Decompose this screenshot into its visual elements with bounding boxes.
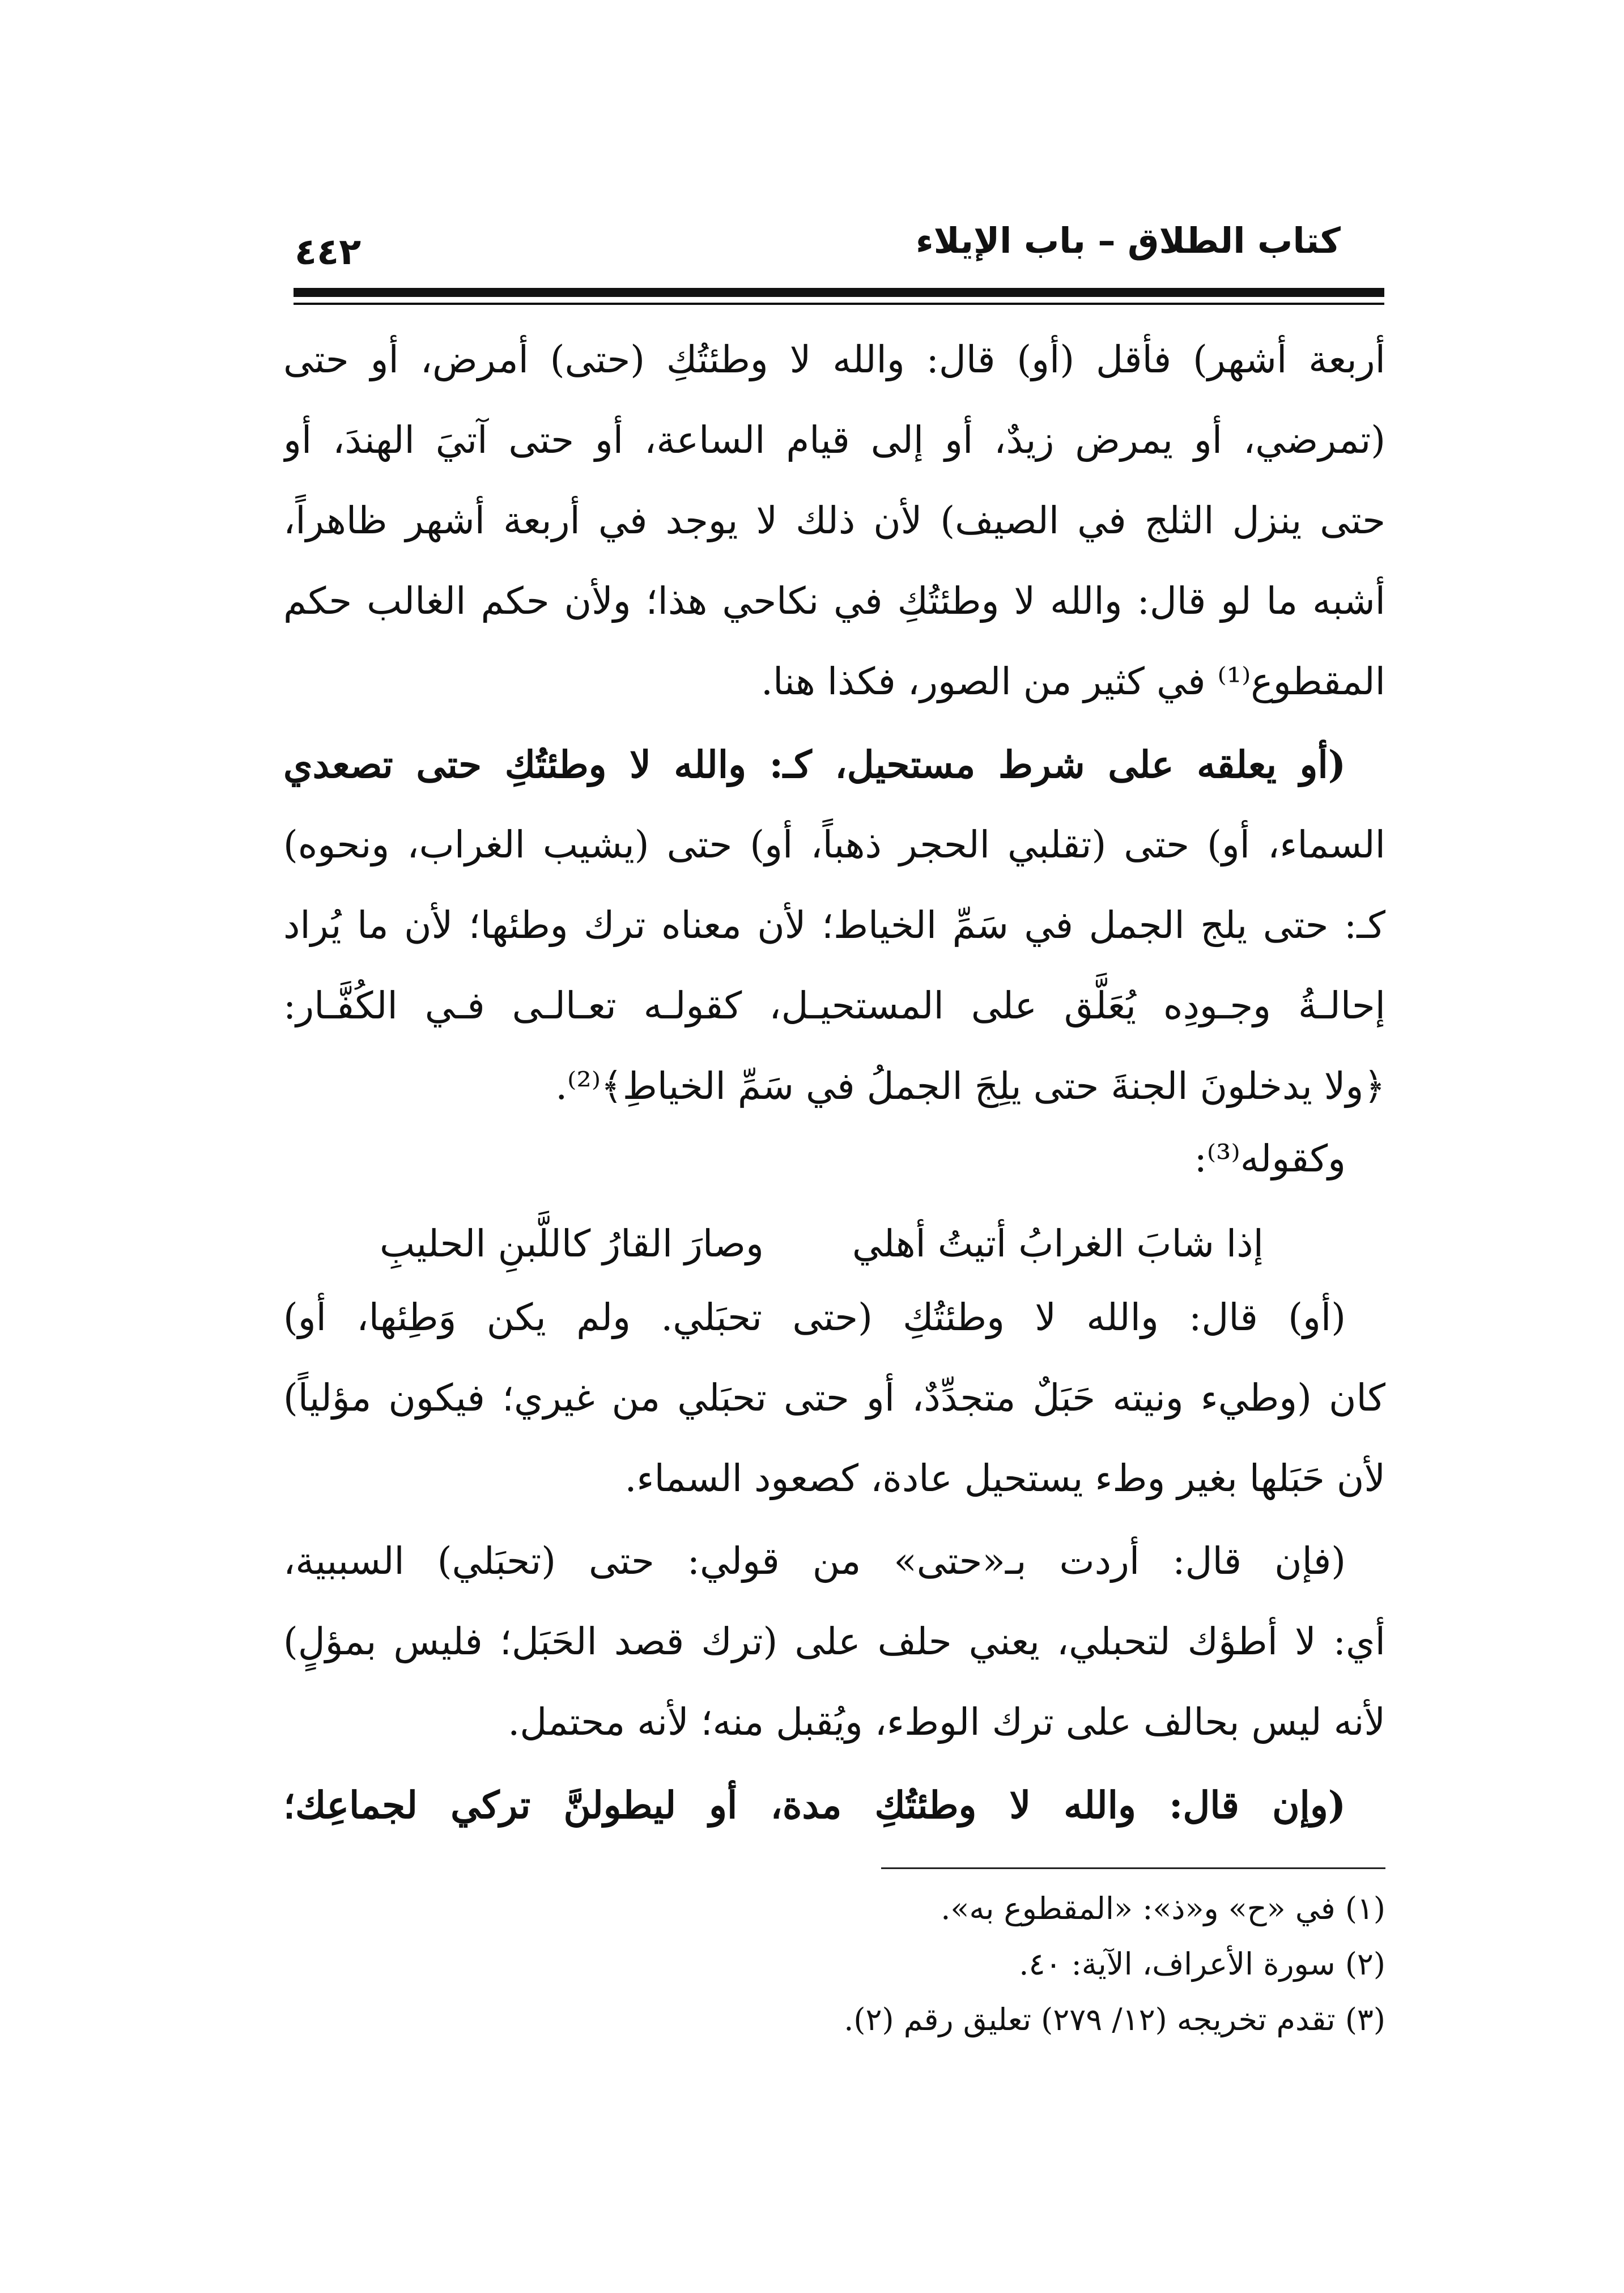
footnotes bbox=[283, 1882, 1385, 2063]
page-number: ٤٤٢ bbox=[295, 231, 362, 273]
footnote-separator bbox=[881, 1867, 1385, 1869]
body-line: لأنه ليس بحالف على ترك الوطء، ويُقبل منه؛ لأنه محتمل. bbox=[508, 1700, 1385, 1744]
body-line: (فإن قال: أردت بـ«حتى» من قولي: حتى (تحبَلي) السببية، bbox=[283, 1539, 1346, 1583]
body-line: (وإن قال: والله لا وطئتُكِ مدة، أو ليطولنَّ تركي لجماعِك؛ bbox=[283, 1783, 1346, 1827]
poem-first-hemistich: إذا شابَ الغرابُ أتيتُ أهلي bbox=[852, 1222, 1264, 1266]
quran-verse-line: ﴿ولا يدخلونَ الجنةَ حتى يلِجَ الجملُ في سَمِّ الخياطِ﴾⁽²⁾. bbox=[555, 1064, 1385, 1108]
header-rule-thin bbox=[294, 303, 1384, 305]
body-line: حتى ينزل الثلج في الصيف) لأن ذلك لا يوجد في أربعة أشهر ظاهراً، bbox=[283, 499, 1385, 542]
body-line: (تمرضي، أو يمرض زيدٌ، أو إلى قيام الساعة، أو حتى آتيَ الهندَ، أو bbox=[283, 418, 1385, 462]
body-line: وكقوله⁽³⁾: bbox=[1194, 1137, 1346, 1181]
footnote: (١) في «ح» و«ذ»: «المقطوع به». bbox=[941, 1891, 1385, 1926]
body-line: أشبه ما لو قال: والله لا وطئتُكِ في نكاحي هذا؛ ولأن حكم الغالب حكم bbox=[283, 579, 1385, 623]
body-line: إحالـةُ وجـودِه يُعَلَّق على المستحيـل، كقولـه تعـالـى فـي الكُفَّـار: bbox=[283, 984, 1385, 1027]
body-line: السماء، أو) حتى (تقلبي الحجر ذهباً، أو) حتى (يشيب الغراب، ونحوه) bbox=[283, 823, 1385, 867]
body-line: لأن حَبَلها بغير وطء يستحيل عادة، كصعود السماء. bbox=[624, 1457, 1385, 1500]
footnote: (٢) سورة الأعراف، الآية: ٤٠. bbox=[1019, 1946, 1385, 1982]
running-header: كتاب الطلاق – باب الإيلاء bbox=[915, 220, 1341, 261]
body-line: (أو) قال: والله لا وطئتُكِ (حتى تحبَلي. ولم يكن وَطِئها، أو) bbox=[283, 1296, 1346, 1339]
body-line: (أو يعلقه على شرط مستحيل، كـ: والله لا وطئتُكِ حتى تصعدي bbox=[283, 742, 1346, 787]
header-rule-thick bbox=[294, 288, 1384, 297]
poem-second-hemistich: وصارَ القارُ كاللَّبنِ الحليبِ bbox=[380, 1222, 764, 1266]
body-line: كـ: حتى يلج الجمل في سَمِّ الخياط؛ لأن معناه ترك وطئها؛ لأن ما يُراد bbox=[283, 903, 1385, 947]
body-line: كان (وطيء ونيته حَبَلٌ متجدِّدٌ، أو حتى تحبَلي من غيري؛ فيكون مؤلياً) bbox=[283, 1376, 1385, 1420]
poem-verse bbox=[380, 1201, 1264, 1286]
body-line: أربعة أشهر) فأقل (أو) قال: والله لا وطئتُكِ (حتى) أمرض، أو حتى bbox=[283, 338, 1385, 381]
body-line: المقطوع⁽¹⁾ في كثير من الصور، فكذا هنا. bbox=[761, 660, 1385, 703]
body-line: أي: لا أطؤك لتحبلي، يعني حلف على (ترك قصد الحَبَل؛ فليس بمؤلٍ) bbox=[283, 1620, 1385, 1663]
footnote: (٣) تقدم تخريجه (١٢/ ٢٧٩) تعليق رقم (٢). bbox=[844, 2002, 1385, 2037]
body-text bbox=[283, 317, 1385, 1825]
